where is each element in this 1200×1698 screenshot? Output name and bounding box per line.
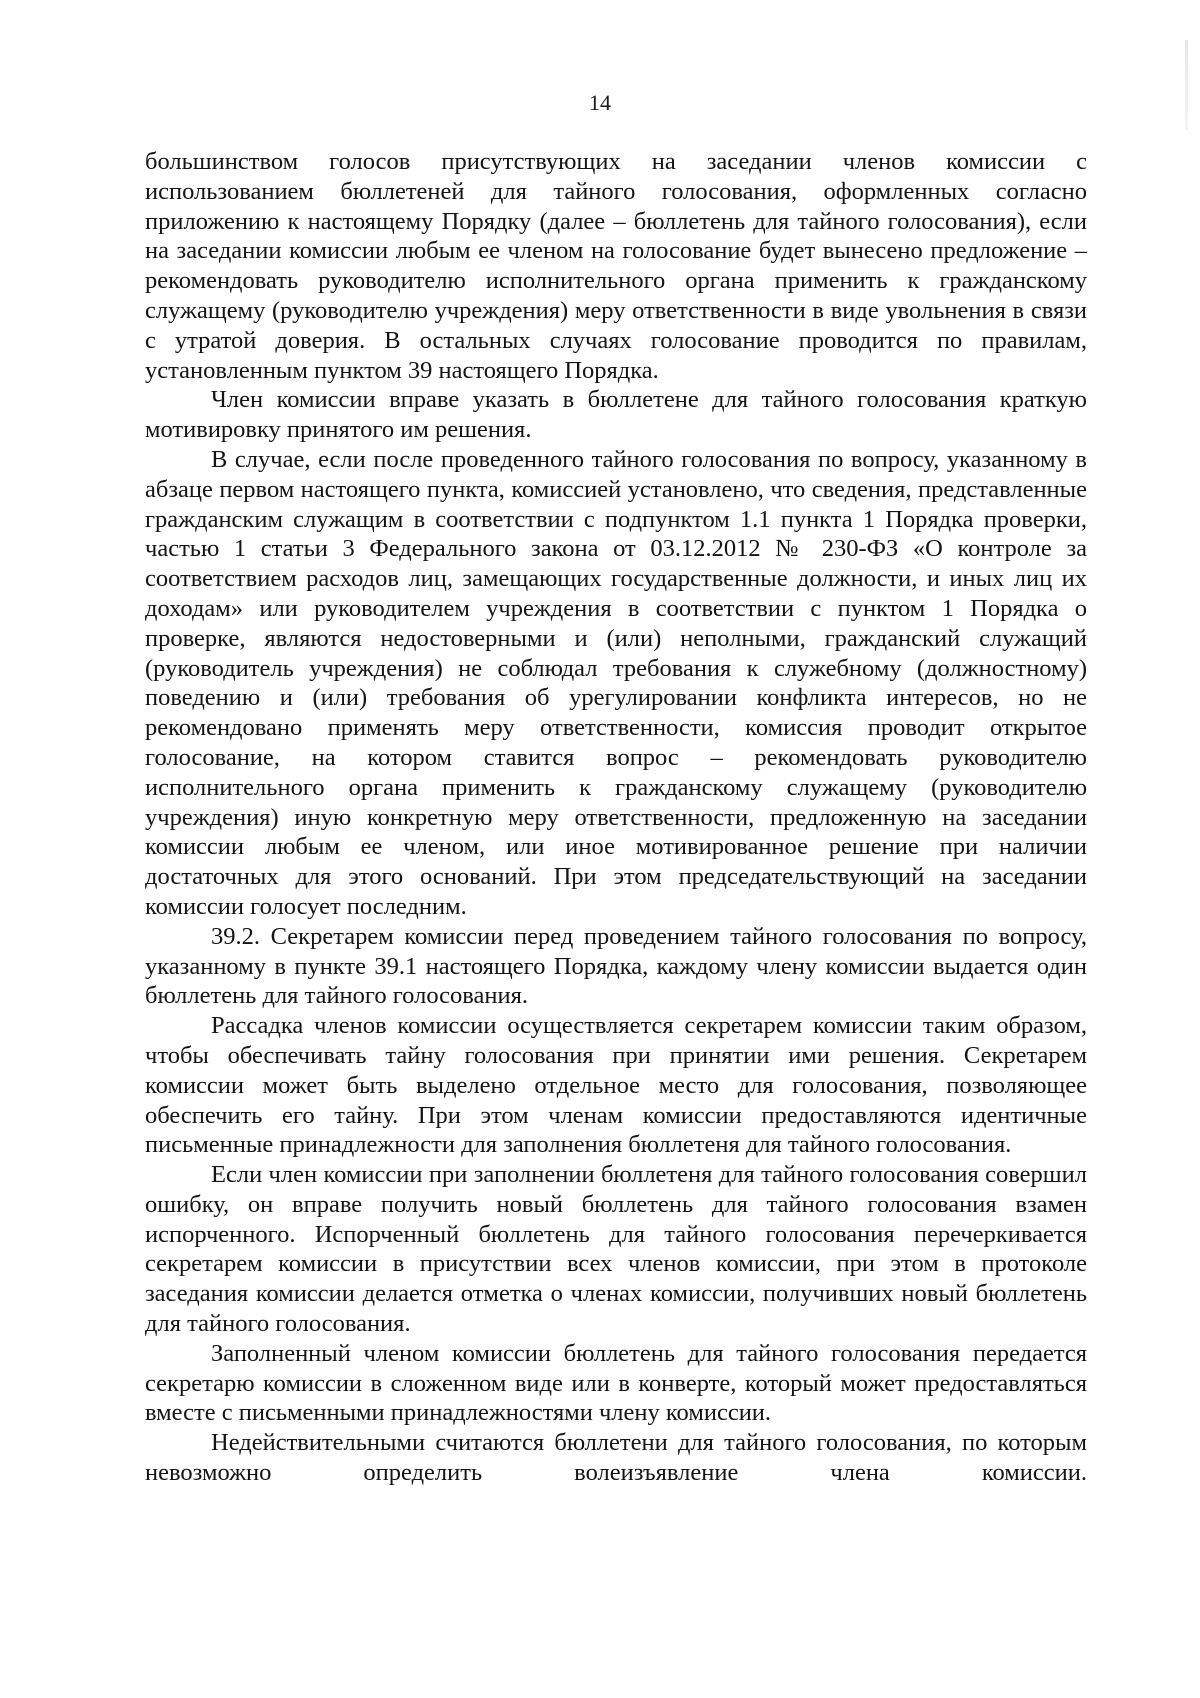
page-number: 14 bbox=[589, 90, 611, 115]
scan-edge-mark bbox=[1185, 40, 1188, 130]
paragraph-invalid-ballots: Недействительными считаются бюллетени для тайного голосования, по которым невозможно определить волеизъявление члена комиссии. bbox=[145, 1429, 1087, 1487]
paragraph-open-vote: В случае, если после проведенного тайного голосования по вопросу, указанному в абзаце первом настоящего пункта, комиссией установлено, что сведения, представленные гражданским служащим в соответствии с подпунктом 1.1 пункта 1 Порядка проверки, частью 1 статьи 3 Федерального закона от 03.12.2012 № 230-ФЗ «О контроле за соответствием расходов лиц, замещающих государственные должности, и иных лиц их доходам» или руководителем учреждения в соответствии с пунктом 1 Порядка о проверке, являются недостоверными и (или) неполными, гражданский служащий (руководитель учреждения) не соблюдал требования к служебному (должностному) поведению и (или) требования об урегулировании конфликта интересов, но не рекомендовано применять меру ответственности, комиссия проводит открытое голосование, на котором ставится вопрос – рекомендовать руководителю исполнительного органа применить к гражданскому служащему (руководителю учреждения) иную конкретную меру ответственности, предложенную на заседании комиссии любым ее членом, или иное мотивированное решение при наличии достаточных для этого оснований. При этом председательствующий на заседании комиссии голосует последним. bbox=[145, 445, 1087, 920]
paragraph-continuation: большинством голосов присутствующих на заседании членов комиссии с использованием бюллетеней для тайного голосования, оформленных согласно приложению к настоящему Порядку (далее – бюллетень для тайного голосования), если на заседании комиссии любым ее членом на голосование будет вынесено предложение – рекомендовать руководителю исполнительного органа применить к гражданскому служащему (руководителю учреждения) меру ответственности в виде увольнения в связи с утратой доверия. В остальных случаях голосование проводится по правилам, установленным пунктом 39 настоящего Порядка. bbox=[145, 148, 1087, 384]
paragraph-seating: Рассадка членов комиссии осуществляется секретарем комиссии таким образом, чтобы обеспечивать тайну голосования при принятии ими решения. Секретарем комиссии может быть выделено отдельное место для голосования, позволяющее обеспечить его тайну. При этом членам комиссии предоставляются идентичные письменные принадлежности для заполнения бюллетеня для тайного голосования. bbox=[145, 1012, 1087, 1159]
paragraph-filled-ballot: Заполненный членом комиссии бюллетень для тайного голосования передается секретарю комиссии в сложенном виде или в конверте, который может предоставляться вместе с письменными принадлежностями члену комиссии. bbox=[145, 1339, 1087, 1427]
paragraph-spoiled-ballot: Если член комиссии при заполнении бюллетеня для тайного голосования совершил ошибку, он вправе получить новый бюллетень для тайного голосования взамен испорченного. Испорченный бюллетень для тайного голосования перечеркивается секретарем комиссии в присутствии всех членов комиссии, при этом в протоколе заседания комиссии делается отметка о членах комиссии, получивших новый бюллетень для тайного голосования. bbox=[145, 1161, 1087, 1338]
paragraph-ballot-motivation: Член комиссии вправе указать в бюллетене для тайного голосования краткую мотивировку принятого им решения. bbox=[145, 386, 1087, 444]
document-body bbox=[145, 147, 1087, 1488]
paragraph-39-2: 39.2. Секретарем комиссии перед проведением тайного голосования по вопросу, указанному в пункте 39.1 настоящего Порядка, каждому члену комиссии выдается один бюллетень для тайного голосования. bbox=[145, 922, 1087, 1010]
